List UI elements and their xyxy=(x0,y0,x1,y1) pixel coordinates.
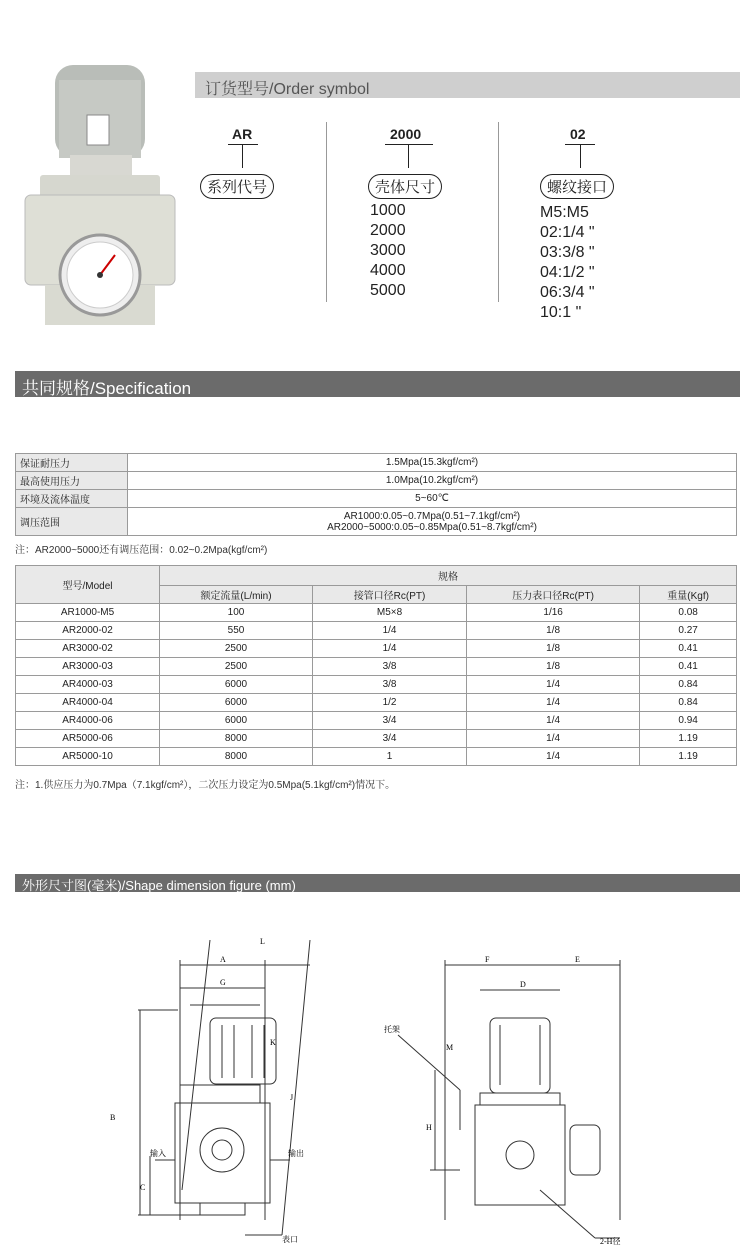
order-connector xyxy=(408,144,409,168)
list-item: 2000 xyxy=(370,222,406,239)
table-row xyxy=(16,748,737,766)
table-cell: AR4000-04 xyxy=(16,694,160,712)
table-cell: 8000 xyxy=(160,748,313,766)
column-header: 接管口径Rc(PT) xyxy=(313,586,467,604)
order-thread-list xyxy=(540,203,595,323)
table-cell: 2500 xyxy=(160,640,313,658)
table-cell: 0.94 xyxy=(640,712,737,730)
list-item: 02:1/4 " xyxy=(540,224,595,241)
table-cell: 1/16 xyxy=(467,604,640,622)
table-cell: AR4000-03 xyxy=(16,676,160,694)
product-image xyxy=(15,60,185,345)
model-table xyxy=(15,565,737,766)
order-size-list xyxy=(370,201,406,301)
table-cell: 0.84 xyxy=(640,694,737,712)
table-cell: 8000 xyxy=(160,730,313,748)
table-cell: AR5000-06 xyxy=(16,730,160,748)
table-cell: 6000 xyxy=(160,694,313,712)
dimension-drawing xyxy=(100,920,660,1250)
table-cell: 3/8 xyxy=(313,658,467,676)
spec-table xyxy=(15,453,737,536)
column-header: 额定流量(L/min) xyxy=(160,586,313,604)
table-cell: 2500 xyxy=(160,658,313,676)
table-cell: 3/8 xyxy=(313,676,467,694)
model-note: 注：1.供应压力为0.7Mpa（7.1kgf/cm²），二次压力设定为0.5Mpa(5.1kgf/cm²)情况下。 xyxy=(15,780,396,791)
dim-label-B: B xyxy=(110,1113,116,1122)
order-code-series: AR xyxy=(232,126,253,142)
table-cell: 3/4 xyxy=(313,712,467,730)
column-header: 压力表口径Rc(PT) xyxy=(467,586,640,604)
table-row xyxy=(16,694,737,712)
list-item: 06:3/4 " xyxy=(540,284,595,301)
table-row xyxy=(16,604,737,622)
table-cell: 1/4 xyxy=(467,694,640,712)
dim-label-out: 输出 xyxy=(288,1149,304,1158)
table-cell: 0.41 xyxy=(640,658,737,676)
table-cell: 0.84 xyxy=(640,676,737,694)
dim-label-C: C xyxy=(140,1183,146,1192)
table-cell: AR3000-02 xyxy=(16,640,160,658)
table-cell: 1/4 xyxy=(313,622,467,640)
dim-label-D: D xyxy=(520,980,526,989)
table-cell: AR4000-06 xyxy=(16,712,160,730)
dim-label-in: 输入 xyxy=(150,1149,166,1158)
dim-label-G: G xyxy=(220,978,226,987)
table-cell: 1/4 xyxy=(467,748,640,766)
order-label-series: 系列代号 xyxy=(200,174,274,199)
dim-label-J: J xyxy=(290,1093,294,1102)
list-item: 5000 xyxy=(370,282,406,299)
table-cell: 6000 xyxy=(160,712,313,730)
table-row: 保证耐压力 1.5Mpa(15.3kgf/cm²) xyxy=(16,454,737,472)
dim-label-F: F xyxy=(485,955,490,964)
table-cell: 550 xyxy=(160,622,313,640)
table-cell: AR2000-02 xyxy=(16,622,160,640)
table-cell: 0.27 xyxy=(640,622,737,640)
table-cell: AR3000-03 xyxy=(16,658,160,676)
order-divider-1 xyxy=(326,122,327,302)
table-row: 最高使用压力 1.0Mpa(10.2kgf/cm²) xyxy=(16,472,737,490)
table-cell: AR1000-M5 xyxy=(16,604,160,622)
list-item: 3000 xyxy=(370,242,406,259)
table-cell: 1/8 xyxy=(467,622,640,640)
dim-label-E: E xyxy=(575,955,580,964)
table-row xyxy=(16,622,737,640)
table-cell: 1 xyxy=(313,748,467,766)
table-cell: 6000 xyxy=(160,676,313,694)
table-cell: 0.41 xyxy=(640,640,737,658)
spec-title: 共同规格/Specification xyxy=(22,379,192,398)
table-row xyxy=(16,712,737,730)
table-cell: 1.19 xyxy=(640,748,737,766)
table-row: 调压范围 AR1000:0.05~0.7Mpa(0.51~7.1kgf/cm²) AR2000~5000:0.05~0.85Mpa(0.51~8.7kgf/cm²) xyxy=(16,508,737,536)
table-cell: 100 xyxy=(160,604,313,622)
table-cell: 1.19 xyxy=(640,730,737,748)
order-connector xyxy=(580,144,581,168)
dim-label-gauge: 表口 xyxy=(282,1235,298,1244)
spec-note: 注：AR2000~5000还有调压范围：0.02~0.2Mpa(kgf/cm²) xyxy=(15,545,268,556)
order-connector xyxy=(242,144,243,168)
order-code-size: 2000 xyxy=(390,126,422,142)
dimension-title: 外形尺寸图(毫米)/Shape dimension figure (mm) xyxy=(22,878,296,893)
dim-label-A: A xyxy=(220,955,226,964)
column-header: 重量(Kgf) xyxy=(640,586,737,604)
order-divider-2 xyxy=(498,122,499,302)
table-row xyxy=(16,658,737,676)
order-code-underline xyxy=(228,144,258,145)
dim-label-M: M xyxy=(446,1043,454,1052)
list-item: 04:1/2 " xyxy=(540,264,595,281)
table-cell: AR5000-10 xyxy=(16,748,160,766)
table-row xyxy=(16,640,737,658)
table-row xyxy=(16,730,737,748)
list-item: M5:M5 xyxy=(540,204,589,221)
table-row: 环境及流体温度 5~60℃ xyxy=(16,490,737,508)
table-cell: 1/2 xyxy=(313,694,467,712)
dim-label-bracket: 托架 xyxy=(384,1025,400,1034)
model-header: 型号/Model xyxy=(16,566,160,604)
order-label-size: 壳体尺寸 xyxy=(368,174,442,199)
dim-label-K: K xyxy=(270,1038,276,1047)
order-code-underline xyxy=(385,144,433,145)
table-cell: 1/4 xyxy=(467,730,640,748)
list-item: 03:3/8 " xyxy=(540,244,595,261)
table-cell: 1/4 xyxy=(313,640,467,658)
list-item: 10:1 " xyxy=(540,304,582,321)
table-cell: 1/8 xyxy=(467,640,640,658)
order-label-thread: 螺纹接口 xyxy=(540,174,614,199)
table-cell: 1/8 xyxy=(467,658,640,676)
order-title: 订货型号/Order symbol xyxy=(205,81,370,98)
dim-label-hole: 2-H径 xyxy=(600,1237,621,1246)
dim-label-L: L xyxy=(260,937,265,946)
table-cell: 1/4 xyxy=(467,676,640,694)
table-cell: 1/4 xyxy=(467,712,640,730)
table-cell: M5×8 xyxy=(313,604,467,622)
table-row xyxy=(16,676,737,694)
order-code-thread: 02 xyxy=(570,126,586,142)
dim-label-H: H xyxy=(426,1123,432,1132)
table-cell: 0.08 xyxy=(640,604,737,622)
table-cell: 3/4 xyxy=(313,730,467,748)
list-item: 1000 xyxy=(370,202,406,219)
group-header: 规格 xyxy=(160,566,737,586)
list-item: 4000 xyxy=(370,262,406,279)
